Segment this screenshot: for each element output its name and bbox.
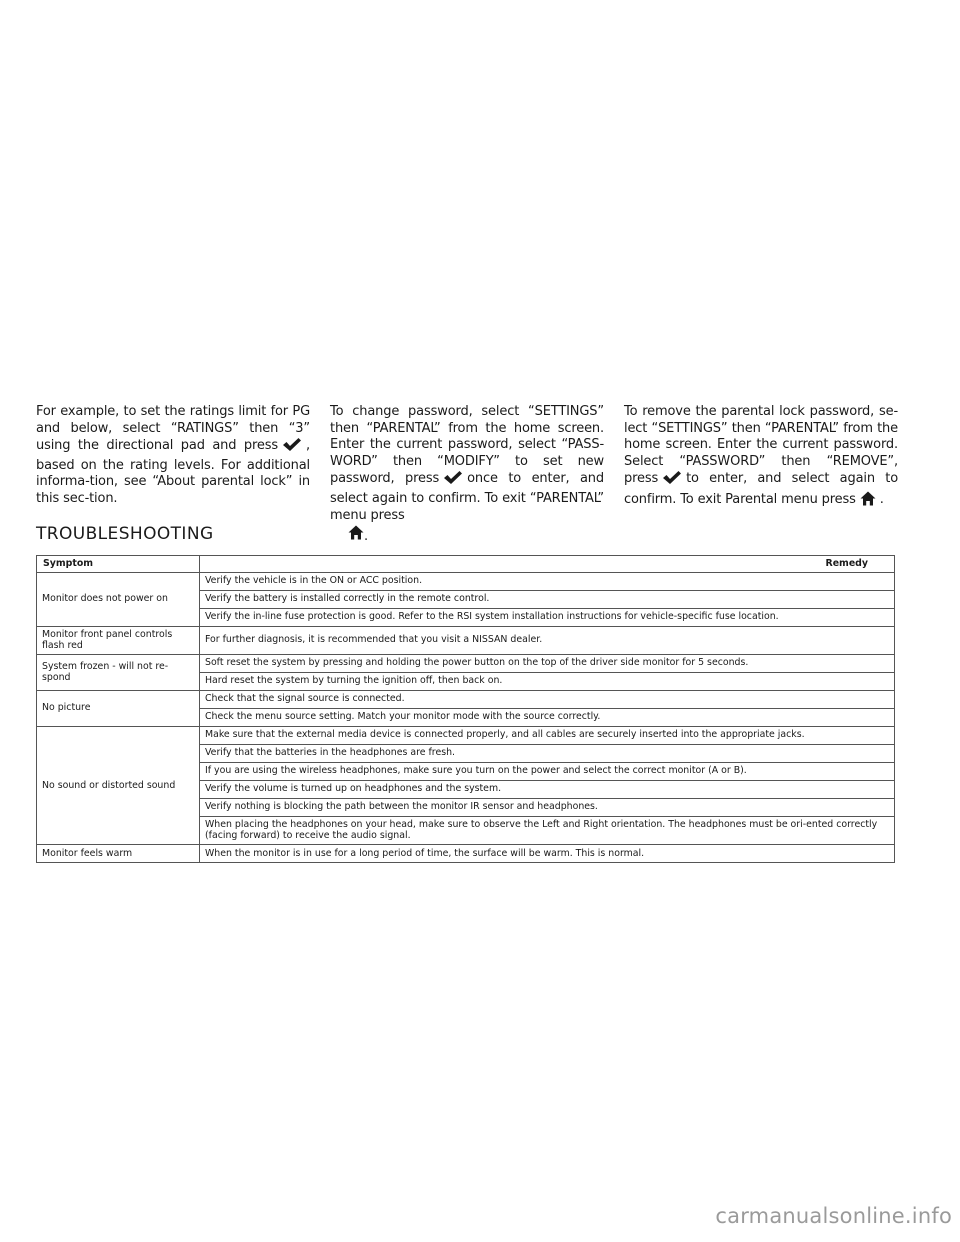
home-icon — [348, 525, 364, 546]
symptom-cell: No sound or distorted sound — [37, 726, 200, 844]
symptom-cell: System frozen - will not re-spond — [37, 654, 200, 690]
change-password-text-start: To change password, select “SETTINGS” then “PARENTAL” from the home screen. Enter the current password, select “PASS-WORD” then “MODIFY” to set new password, press — [330, 404, 604, 487]
change-password-text-end: . — [364, 529, 368, 545]
table-row — [37, 726, 895, 744]
paragraph-change-password — [330, 404, 604, 546]
ratings-text-start: For example, to set the ratings limit for PG and below, select “RATINGS” then “3” using the directional pad and press — [36, 404, 310, 454]
remove-password-text-start: To remove the parental lock password, se-lect “SETTINGS” then “PARENTAL” from the home screen. Enter the current password. Select “PASSWORD” then “REMOVE”, press — [624, 404, 898, 487]
home-icon — [860, 491, 876, 512]
remedy-cell: Make sure that the external media device is connected properly, and all cables are securely inserted into the appropriate jacks. — [200, 726, 895, 744]
remedy-cell: Check the menu source setting. Match your monitor mode with the source correctly. — [200, 708, 895, 726]
remedy-cell: Soft reset the system by pressing and holding the power button on the top of the driver side monitor for 5 seconds. — [200, 654, 895, 672]
table-row — [37, 844, 895, 862]
remedy-cell: Hard reset the system by turning the ignition off, then back on. — [200, 672, 895, 690]
symptom-cell: Monitor front panel controls flash red — [37, 626, 200, 654]
troubleshooting-table — [36, 555, 895, 863]
paragraph-ratings-limit — [36, 404, 310, 508]
section-title: TROUBLESHOOTING — [36, 524, 214, 544]
remedy-cell: For further diagnosis, it is recommended that you visit a NISSAN dealer. — [200, 626, 895, 654]
remedy-cell: When placing the headphones on your head, make sure to observe the Left and Right orientation. The headphones must be ori-ented correctly (facing forward) to receive the audio signal. — [200, 816, 895, 844]
table-row — [37, 654, 895, 672]
table-row — [37, 572, 895, 590]
remedy-cell: Verify that the batteries in the headphones are fresh. — [200, 744, 895, 762]
symptom-cell: No picture — [37, 690, 200, 726]
remedy-cell: Check that the signal source is connected. — [200, 690, 895, 708]
ratings-text-end: , based on the rating levels. For additional informa-tion, see “About parental lock” in this sec-tion. — [36, 438, 310, 506]
paragraph-remove-password — [624, 404, 898, 512]
symptom-cell: Monitor feels warm — [37, 844, 200, 862]
checkmark-icon — [662, 470, 682, 491]
remedy-cell: Verify the vehicle is in the ON or ACC position. — [200, 572, 895, 590]
header-symptom: Symptom — [37, 556, 200, 573]
remedy-cell: Verify nothing is blocking the path between the monitor IR sensor and headphones. — [200, 798, 895, 816]
change-password-text-middle: once to enter, and select again to confirm. To exit “PARENTAL” menu press — [330, 471, 604, 523]
table-header-row — [37, 556, 895, 573]
header-remedy: Remedy — [200, 556, 895, 573]
remedy-cell: Verify the in-line fuse protection is good. Refer to the RSI system installation instructions for vehicle-specific fuse location. — [200, 608, 895, 626]
remove-password-text-middle: to enter, and select again to confirm. To exit Parental menu press — [624, 471, 898, 507]
remedy-cell: Verify the battery is installed correctly in the remote control. — [200, 590, 895, 608]
checkmark-icon — [443, 470, 463, 491]
checkmark-icon — [282, 437, 302, 458]
table-row — [37, 626, 895, 654]
table-row — [37, 690, 895, 708]
symptom-cell: Monitor does not power on — [37, 572, 200, 626]
remedy-cell: If you are using the wireless headphones, make sure you turn on the power and select the correct monitor (A or B). — [200, 762, 895, 780]
watermark: carmanualsonline.info — [715, 1204, 952, 1228]
remedy-cell: Verify the volume is turned up on headphones and the system. — [200, 780, 895, 798]
remove-password-text-end: . — [879, 491, 884, 507]
remedy-cell: When the monitor is in use for a long period of time, the surface will be warm. This is normal. — [200, 844, 895, 862]
